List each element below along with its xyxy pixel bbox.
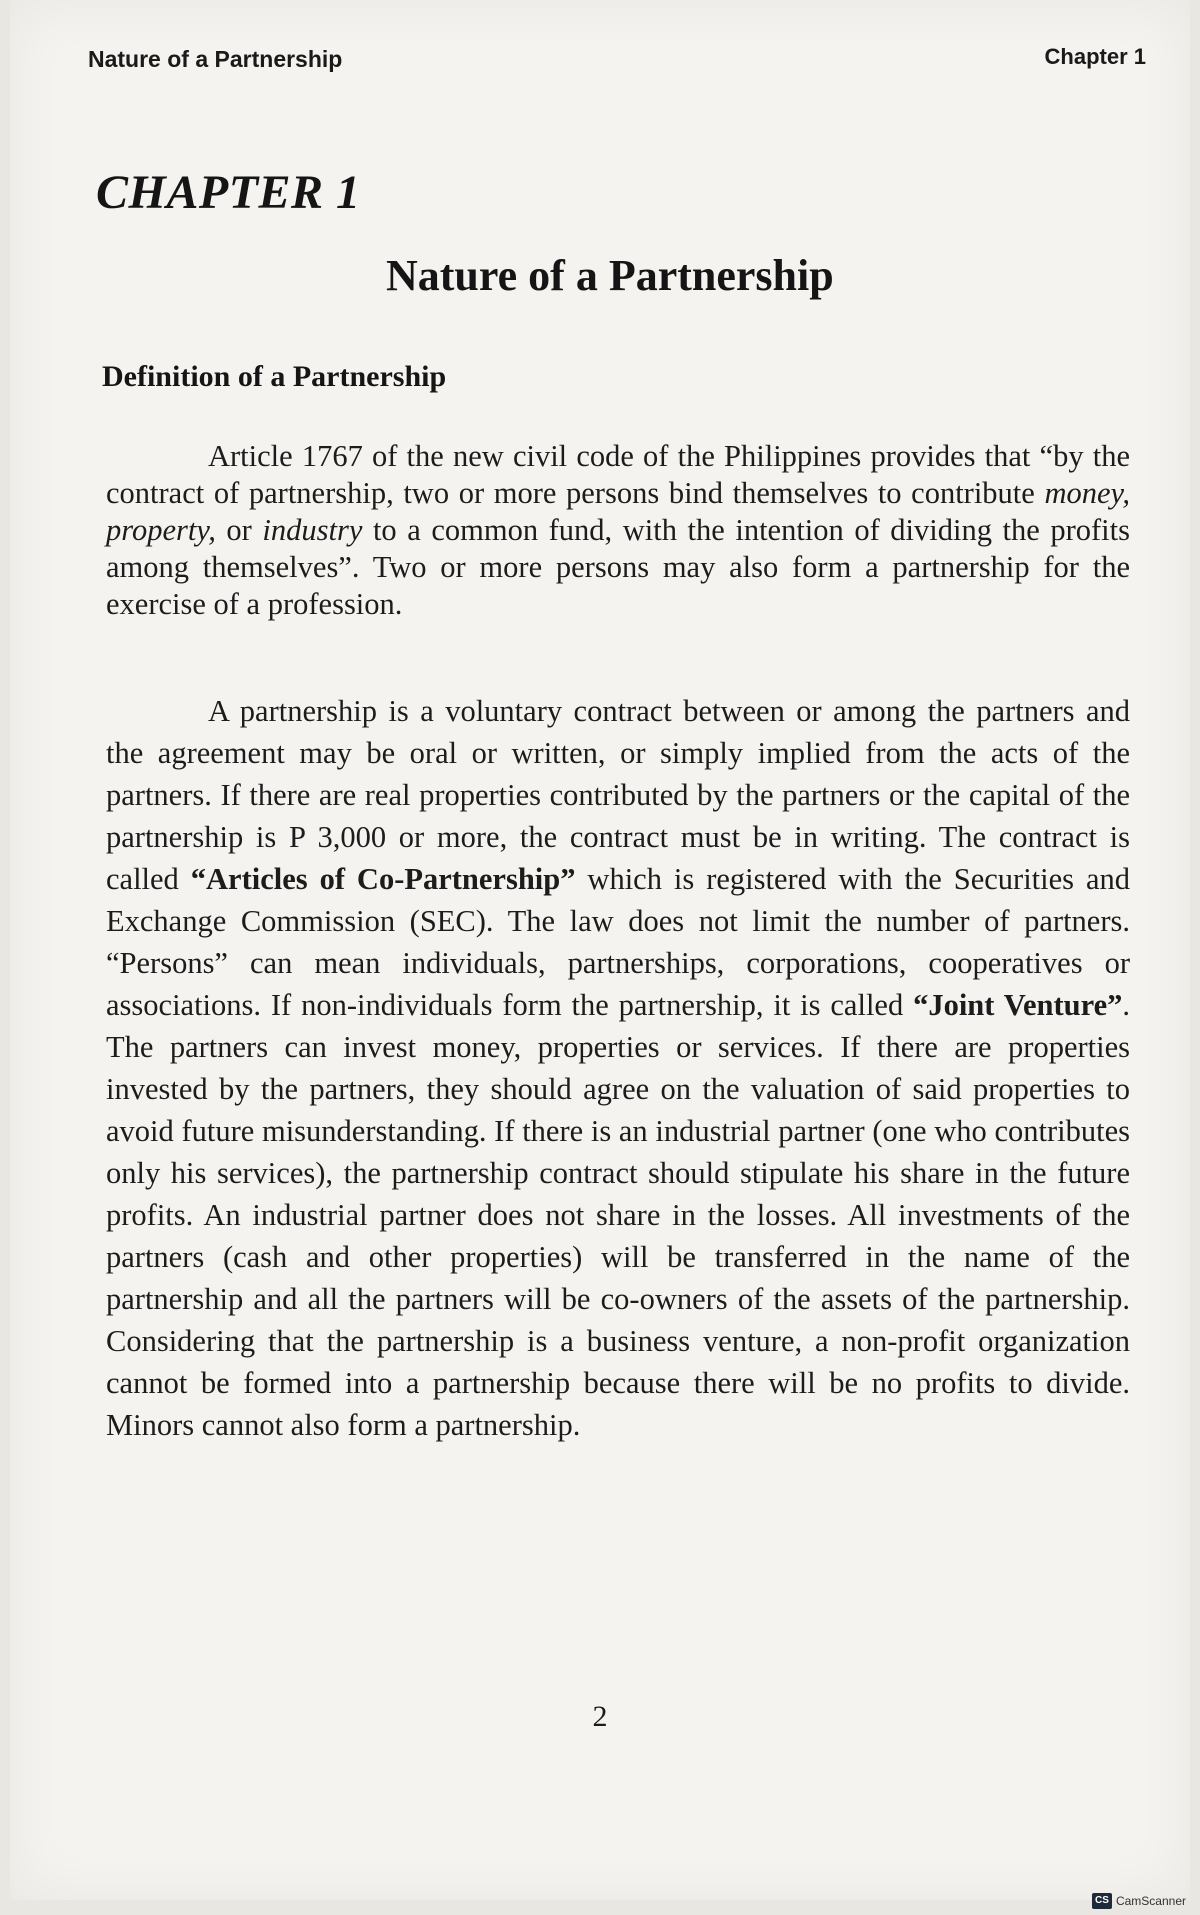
emphasis-industry: industry bbox=[262, 513, 363, 547]
paragraph-definition bbox=[106, 438, 1130, 623]
paragraph-voluntary-contract bbox=[106, 690, 1130, 1446]
paragraph-text: . The partners can invest money, properties or services. If there are properties invested by the partners, they should agree on the valuation of said properties to avoid future misunderstanding. If there is an industrial partner (one who contributes only his services), the partnership contract should stipulate his share in the future profits. An industrial partner does not share in the losses. All investments of the partners (cash and other properties) will be transferred in the name of the partnership and all the partners will be co-owners of the assets of the partnership. Considering that the partnership is a business venture, a non-profit organization cannot be formed into a partnership because there will be no profits to divide. Minors cannot also form a partnership. bbox=[106, 988, 1130, 1442]
section-heading: Definition of a Partnership bbox=[102, 360, 447, 393]
paragraph-text: or bbox=[215, 513, 263, 547]
chapter-title: Nature of a Partnership bbox=[386, 251, 834, 300]
paragraph-text: which is registered with the Securities and Exchange Commission (SEC). The law does not limit the number of partners. “Persons” can mean individuals, partnerships, corporations, cooperatives or associations. If non-individuals form the partnership, it is called bbox=[106, 862, 1130, 1022]
emphasis-property: property, bbox=[106, 513, 216, 547]
bold-articles-of-co-partnership: “Articles of Co-Partnership” bbox=[190, 862, 576, 896]
scanner-name: CamScanner bbox=[1115, 1894, 1186, 1908]
emphasis-money: money, bbox=[1044, 476, 1130, 510]
running-header-chapter: Chapter 1 bbox=[1044, 44, 1146, 69]
chapter-number-heading: CHAPTER 1 bbox=[96, 166, 361, 219]
paragraph-text: Article 1767 of the new civil code of the Philippines provides that “by the contract of partnership, two or more persons bind themselves to contribute bbox=[106, 439, 1130, 510]
paragraph-text: to a common fund, with the intention of dividing the profits among themselves”. Two or more persons may also form a partnership for the exercise of a profession. bbox=[106, 513, 1130, 621]
page-number: 2 bbox=[592, 1700, 608, 1733]
running-header-title: Nature of a Partnership bbox=[88, 46, 343, 72]
bold-joint-venture: “Joint Venture” bbox=[913, 988, 1123, 1022]
scanner-watermark bbox=[1092, 1893, 1186, 1909]
paragraph-text: A partnership is a voluntary contract between or among the partners and the agreement may be oral or written, or simply implied from the acts of the partners. If there are real properties contributed by the partners or the capital of the partnership is P 3,000 or more, the contract must be in writing. The contract is called bbox=[106, 694, 1130, 896]
camscanner-logo-icon: CS bbox=[1092, 1893, 1112, 1909]
document-page bbox=[10, 0, 1190, 1900]
